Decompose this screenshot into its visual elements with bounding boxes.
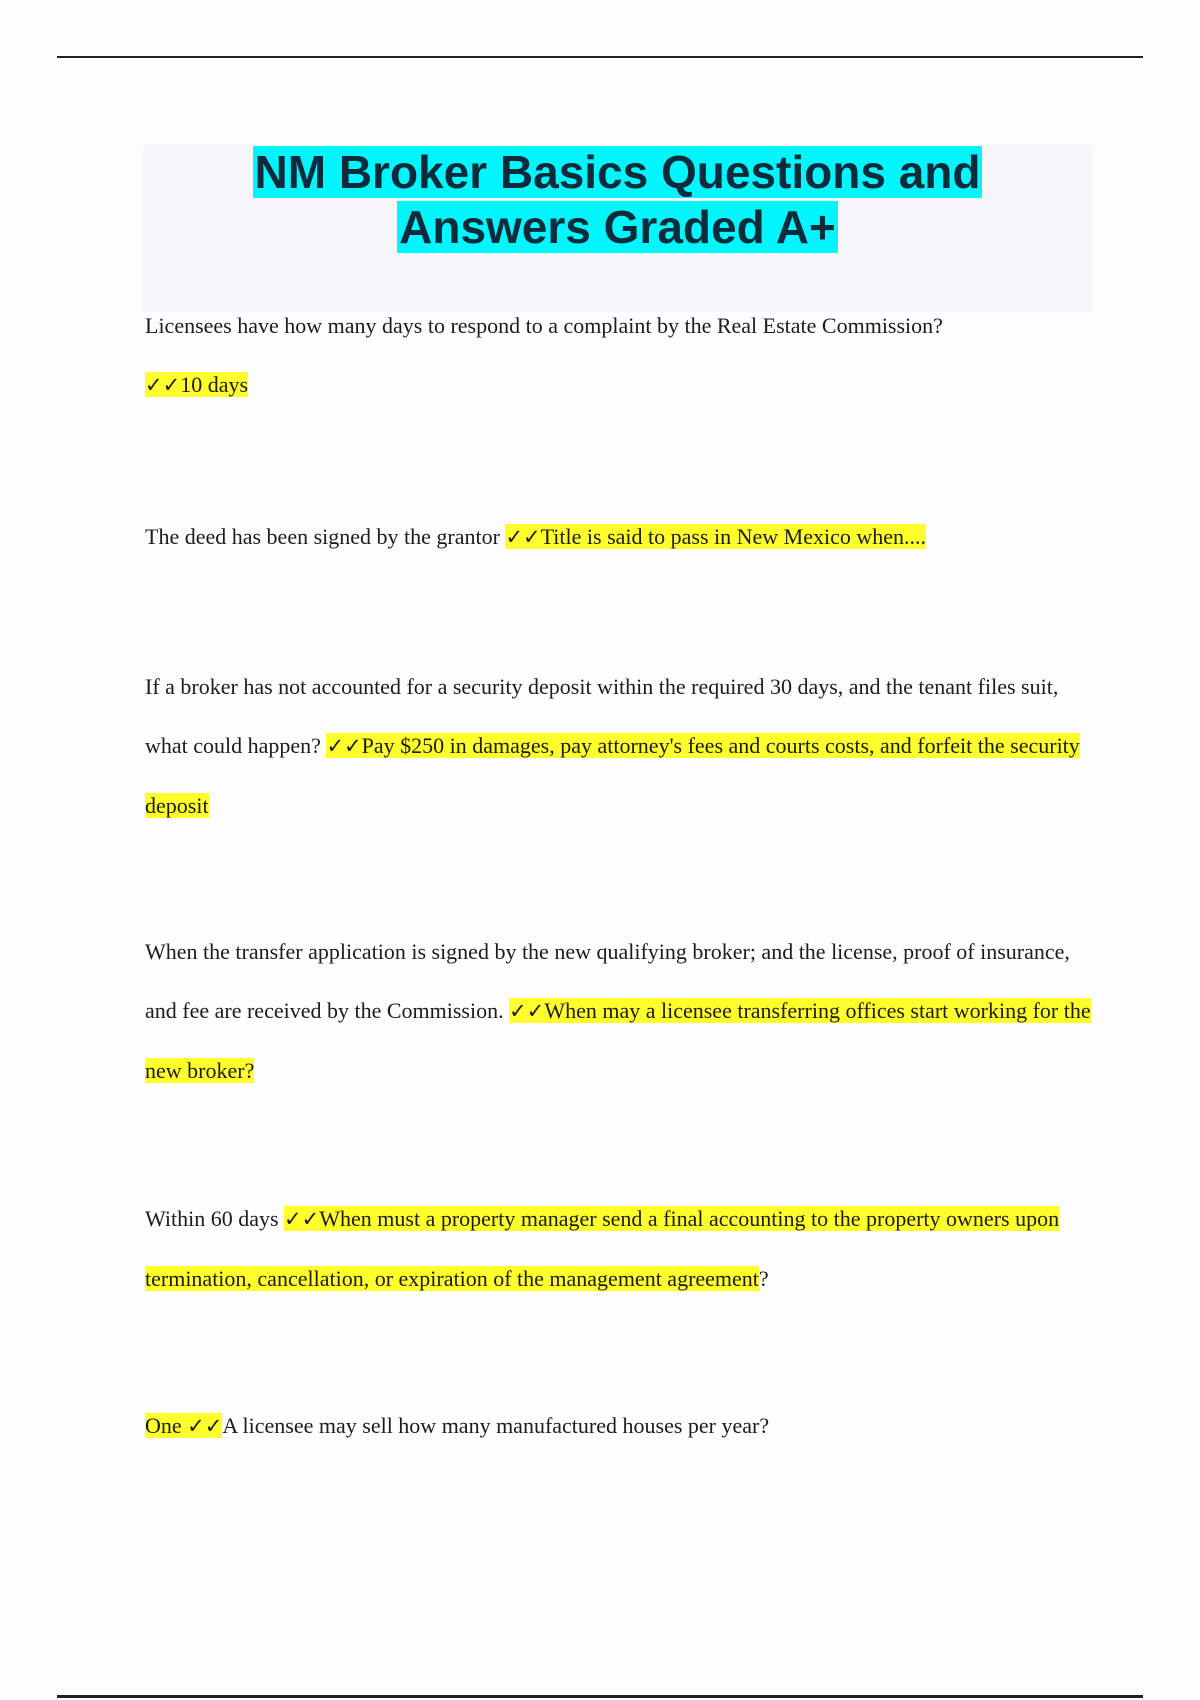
question-text: A licensee may sell how many manufactured houses per year?: [222, 1413, 770, 1438]
answer-text: Title is said to pass in New Mexico when....: [540, 524, 927, 549]
double-check-icon: ✓✓: [326, 734, 362, 758]
question-text: Within 60 days: [145, 1206, 279, 1231]
title-banner: [143, 145, 1092, 312]
question-text: If a broker has not accounted for a security deposit within the required 30 days, and the tenant files suit, what could happen?: [145, 674, 1059, 758]
double-check-icon: ✓✓: [505, 525, 541, 549]
page-title: [143, 145, 1092, 255]
qa-item-1: [145, 296, 1105, 415]
answer-text: One: [145, 1413, 182, 1438]
highlighted-answer: [145, 372, 248, 397]
qa-item-4: [145, 922, 1105, 1100]
highlighted-answer: [145, 1413, 222, 1438]
trailing-text: ?: [758, 1266, 769, 1291]
answer-text: 10 days: [180, 372, 249, 397]
answer-text: Pay $250 in damages, pay attorney's fees and courts costs, and forfeit the security deposit: [145, 733, 1080, 818]
double-check-icon: ✓✓: [284, 1207, 320, 1231]
title-line-1: NM Broker Basics Questions and: [254, 146, 981, 198]
double-check-icon: ✓✓: [145, 373, 181, 397]
question-text: Licensees have how many days to respond to a complaint by the Real Estate Commission?: [145, 313, 943, 338]
title-line-2: Answers Graded A+: [399, 201, 836, 253]
question-text: When the transfer application is signed by the new qualifying broker; and the license, proof of insurance, and fee are received by the Commission.: [145, 939, 1070, 1023]
qa-item-2: [145, 507, 1105, 567]
answer-text: When must a property manager send a final accounting to the property owners upon termination, cancellation, or expiration of the management agreement: [145, 1206, 1060, 1291]
qa-item-3: [145, 657, 1105, 835]
bottom-rule: [57, 1695, 1143, 1698]
double-check-icon: ✓✓: [509, 999, 545, 1023]
top-rule: [57, 56, 1143, 58]
qa-item-5: [145, 1189, 1105, 1308]
question-text: The deed has been signed by the grantor: [145, 524, 500, 549]
answer-text: When may a licensee transferring offices start working for the new broker?: [145, 998, 1091, 1083]
qa-item-6: [145, 1396, 1105, 1456]
double-check-icon: ✓✓: [187, 1414, 223, 1438]
highlighted-answer: [505, 524, 926, 549]
highlighted-answer: [145, 1206, 1059, 1291]
